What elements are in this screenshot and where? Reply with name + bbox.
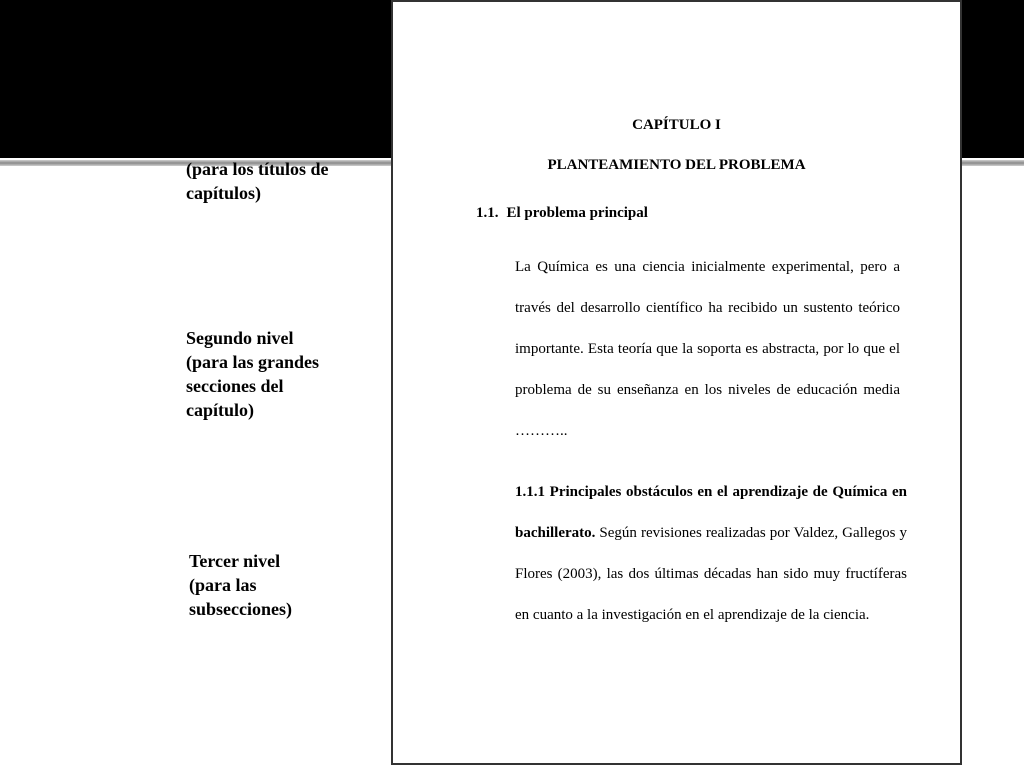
label-third-level: Tercer nivel (para las subsecciones) <box>189 551 292 619</box>
chapter-heading: CAPÍTULO I <box>632 117 721 133</box>
subsection-text: Según revisiones realizadas por Valdez, Gallegos y Flores (2003), las dos últimas décadas han sido muy fructíferas en cuanto a la investigación en el aprendizaje de la ciencia. <box>515 525 907 623</box>
section-heading <box>476 205 648 222</box>
section-title: El problema principal <box>506 205 648 221</box>
label-second-level: Segundo nivel (para las grandes secciones del capítulo) <box>186 328 320 420</box>
document-page <box>391 0 962 765</box>
label-first-level: (para los títulos de capítulos) <box>186 159 329 203</box>
section-number: 1.1. <box>476 205 499 221</box>
body-paragraph: La Química es una ciencia inicialmente experimental, pero a través del desarrollo científico ha recibido un sustento teórico importante. Esta teoría que la soporta es abstracta, por lo que el problema de su enseñanza en los niveles de educación media ……….. <box>515 259 900 439</box>
chapter-title: PLANTEAMIENTO DEL PROBLEMA <box>547 157 806 173</box>
subsection-heading: 1.1.1 Principales obstáculos en el aprendizaje de Química en bachillerato. <box>515 484 907 541</box>
subsection-paragraph <box>515 472 907 636</box>
